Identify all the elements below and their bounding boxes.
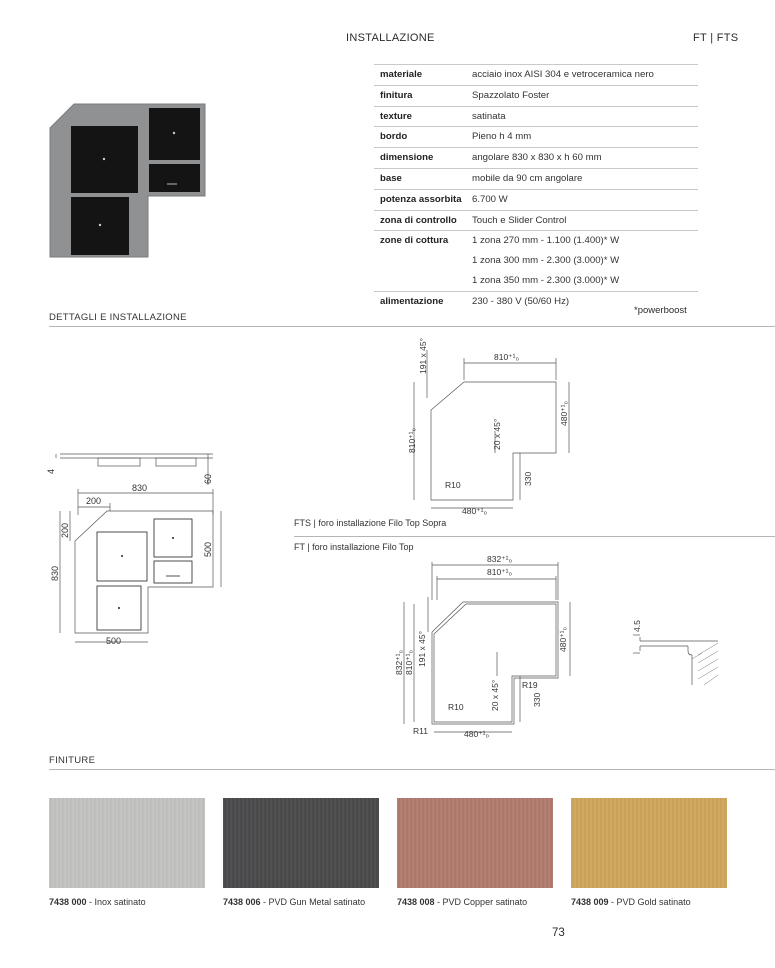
ft-dim-radius-inner: R19 (522, 680, 538, 690)
product-image (49, 103, 207, 260)
spec-row (374, 211, 698, 232)
spec-value: 230 - 380 V (50/60 Hz) (472, 295, 570, 307)
page-title: INSTALLAZIONE (346, 32, 435, 44)
spec-row (374, 148, 698, 169)
spec-row (374, 127, 698, 148)
spec-label: texture (380, 110, 412, 122)
fts-caption: FTS | foro installazione Filo Top Sopra (294, 518, 447, 528)
spec-label: base (380, 172, 402, 184)
finish-code: 7438 008 (397, 897, 435, 907)
fts-dim-left: 810⁺¹₀ (407, 427, 417, 453)
footnote: *powerboost (634, 305, 687, 316)
spec-row (374, 190, 698, 211)
spec-label: bordo (380, 131, 408, 143)
finish-swatch-inox (49, 798, 205, 888)
finish-label (571, 897, 691, 907)
ft-dim-right: 480⁺¹₀ (558, 626, 568, 652)
dim-side-h2: 60 (203, 473, 213, 484)
fts-dim-top: 810⁺¹₀ (494, 352, 520, 362)
finish-name: - PVD Copper satinato (434, 897, 528, 907)
fts-dim-right: 480⁺¹₀ (559, 400, 569, 426)
fts-dim-radius: R10 (445, 480, 461, 490)
section-divider (49, 769, 775, 770)
fts-dim-bottom: 480⁺¹₀ (462, 506, 488, 516)
spec-row (374, 86, 698, 107)
ft-dim-radius: R10 (448, 702, 464, 712)
finish-code: 7438 009 (571, 897, 609, 907)
fts-dim-inner-chamfer: 20 x 45° (492, 418, 502, 450)
spec-value: Spazzolato Foster (472, 89, 550, 101)
dim-side-h: 4 (46, 468, 56, 474)
ft-caption: FT | foro installazione Filo Top (294, 542, 414, 552)
spec-label: zona di controllo (380, 214, 457, 226)
finish-name: - PVD Gun Metal satinato (260, 897, 366, 907)
caption-divider (294, 536, 775, 537)
spec-label: dimensione (380, 152, 434, 164)
finish-name: - Inox satinato (86, 897, 146, 907)
spec-value: mobile da 90 cm angolare (472, 172, 583, 184)
spec-row (374, 231, 698, 251)
spec-value: Touch e Slider Control (472, 214, 567, 226)
spec-value: 1 zona 300 mm - 2.300 (3.000)* W (472, 255, 620, 267)
ft-cutout-drawing (390, 552, 580, 742)
spec-label: zone di cottura (380, 235, 449, 247)
page-number: 73 (552, 927, 565, 939)
ft-dim-inner-chamfer: 20 x 45° (490, 679, 500, 711)
dim-wing-w: 500 (106, 636, 122, 646)
spec-value: 1 zona 270 mm - 1.100 (1.400)* W (472, 235, 620, 247)
section-title-finishes: FINITURE (49, 755, 96, 766)
spec-value: satinata (472, 110, 506, 122)
finish-label (49, 897, 146, 907)
finish-swatch-gold (571, 798, 727, 888)
spec-label: alimentazione (380, 295, 444, 307)
spec-label: finitura (380, 89, 413, 101)
ft-dim-left-outer: 832⁺¹₀ (394, 649, 404, 675)
spec-label: materiale (380, 69, 423, 80)
spec-value: acciaio inox AISI 304 e vetroceramica nero (472, 69, 654, 80)
finish-code: 7438 006 (223, 897, 261, 907)
finish-name: - PVD Gold satinato (608, 897, 691, 907)
fts-cutout-drawing (400, 338, 580, 518)
product-code: FT | FTS (693, 32, 739, 44)
fts-dim-inner-h: 330 (523, 471, 533, 486)
dim-chamfer-h: 200 (60, 522, 70, 538)
spec-label: potenza assorbita (380, 193, 462, 205)
ft-dim-radius-outer: R11 (413, 726, 428, 736)
spec-row (374, 251, 698, 271)
dim-wing-h: 500 (203, 541, 213, 557)
spec-row (374, 64, 698, 86)
ft-dim-left-inner: 810⁺¹₀ (404, 649, 414, 675)
finish-label (397, 897, 527, 907)
spec-row (374, 169, 698, 190)
finish-label (223, 897, 365, 907)
spec-value: 1 zona 350 mm - 2.300 (3.000)* W (472, 274, 620, 286)
section-title-details: DETTAGLI E INSTALLAZIONE (49, 312, 187, 323)
ft-profile-detail (628, 615, 720, 690)
dim-chamfer-w: 200 (86, 496, 102, 506)
top-view-drawing (48, 445, 223, 650)
ft-profile-h: 4.5 (632, 620, 642, 632)
spec-value: Pieno h 4 mm (472, 131, 532, 143)
dim-height: 830 (50, 565, 60, 581)
spec-row (374, 107, 698, 128)
spec-row (374, 271, 698, 292)
spec-value: 6.700 W (472, 193, 508, 205)
fts-dim-chamfer: 191 x 45° (418, 337, 428, 374)
ft-dim-inner-h: 330 (532, 692, 542, 707)
dim-width: 830 (132, 483, 148, 493)
spec-value: angolare 830 x 830 x h 60 mm (472, 152, 602, 164)
finish-swatch-gunmetal (223, 798, 379, 888)
ft-dim-top-outer: 832⁺¹₀ (487, 554, 513, 564)
ft-dim-top-inner: 810⁺¹₀ (487, 567, 513, 577)
finish-code: 7438 000 (49, 897, 87, 907)
spec-table (374, 64, 698, 312)
ft-dim-bottom: 480⁺¹₀ (464, 729, 490, 739)
finish-swatch-copper (397, 798, 553, 888)
ft-dim-chamfer: 191 x 45° (417, 630, 427, 667)
section-divider (49, 326, 775, 327)
